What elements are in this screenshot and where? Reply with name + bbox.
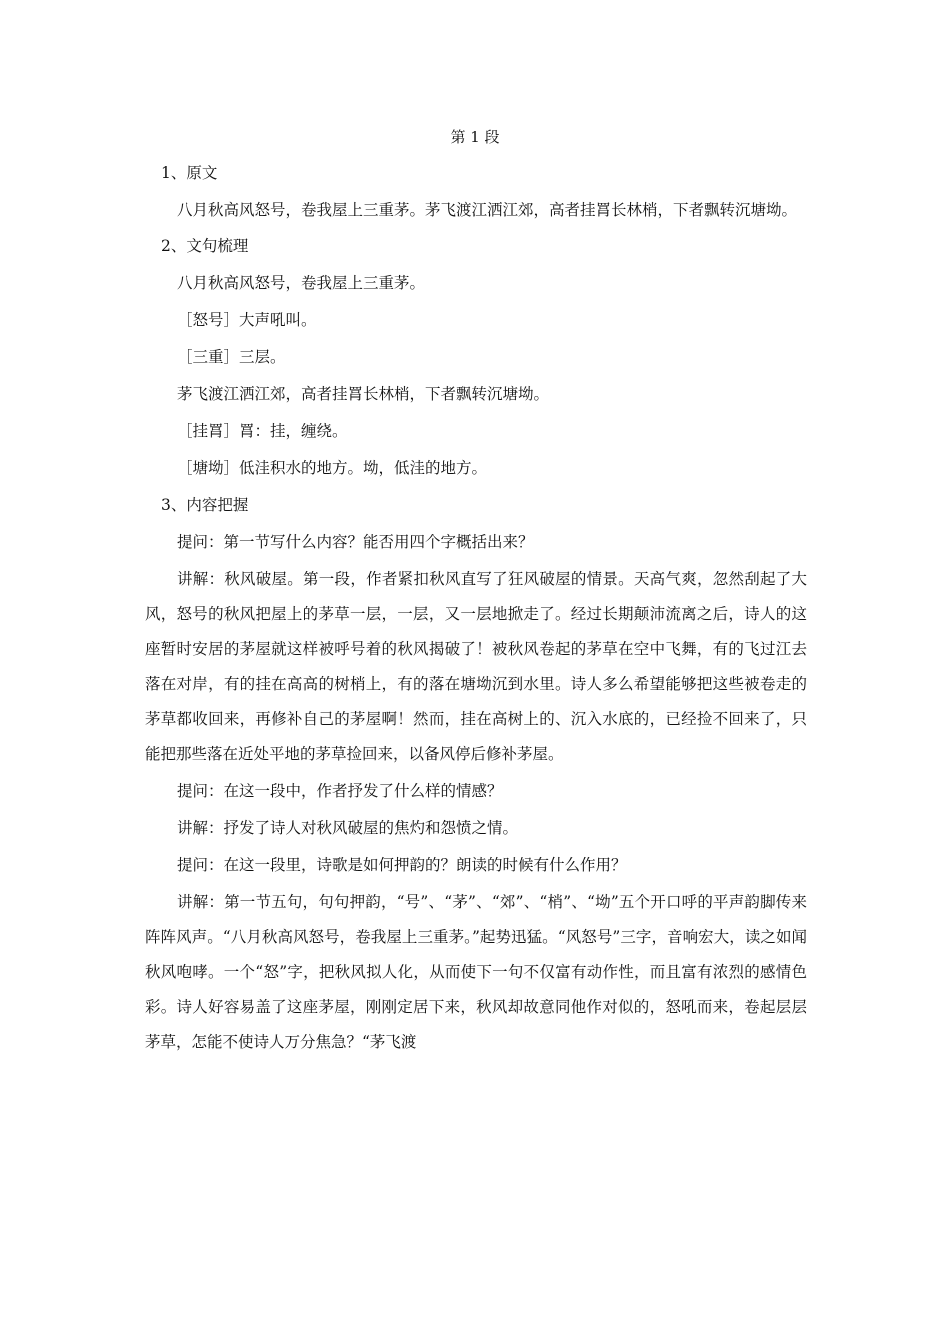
original-text-paragraph: 八月秋高风怒号，卷我屋上三重茅。茅飞渡江洒江郊，高者挂罥长林梢，下者飘转沉塘坳。: [177, 201, 798, 219]
verse-line-2: 茅飞渡江洒江郊，高者挂罥长林梢，下者飘转沉塘坳。: [177, 385, 550, 403]
annotation-nuhao: ［怒号］大声吼叫。: [177, 311, 317, 329]
question-2: 提问：在这一段中，作者抒发了什么样的情感？: [177, 782, 503, 800]
answer-3: 讲解：第一节五句，句句押韵，“号”、“茅”、“郊”、“梢”、“坳”五个开口呼的平声韵脚传来阵阵风声。“八月秋高风怒号，卷我屋上三重茅。”起势迅猛。“风怒号”三字，音响宏大，读之如闻秋风咆哮。一个“怒”字，把秋风拟人化，从而使下一句不仅富有动作性，而且富有浓烈的感情色彩。诗人好容易盖了这座茅屋，刚刚定居下来，秋风却故意同他作对似的，怒吼而来，卷起层层茅草，怎能不使诗人万分焦急？“茅飞渡: [145, 893, 807, 1051]
question-3: 提问：在这一段里，诗歌是如何押韵的？朗读的时候有什么作用？: [177, 856, 627, 874]
annotation-sanchong: ［三重］三层。: [177, 348, 286, 366]
answer-2: 讲解：抒发了诗人对秋风破屋的焦灼和怨愤之情。: [177, 819, 519, 837]
section-heading-content: 3、内容把握: [161, 496, 249, 514]
section-heading-original: 1、原文: [161, 164, 218, 182]
verse-line-1: 八月秋高风怒号，卷我屋上三重茅。: [177, 274, 426, 292]
annotation-tangao: ［塘坳］低洼积水的地方。坳，低洼的地方。: [177, 459, 488, 477]
annotation-guajuan: ［挂罥］罥：挂，缠绕。: [177, 422, 348, 440]
document-body: [145, 162, 807, 1068]
answer-1: 讲解：秋风破屋。第一段，作者紧扣秋风直写了狂风破屋的情景。天高气爽，忽然刮起了大风，怒号的秋风把屋上的茅草一层，一层，又一层地掀走了。经过长期颠沛流离之后，诗人的这座暂时安居的茅屋就这样被呼号着的秋风揭破了！被秋风卷起的茅草在空中飞舞，有的飞过江去落在对岸，有的挂在高高的树梢上，有的落在塘坳沉到水里。诗人多么希望能够把这些被卷走的茅草都收回来，再修补自己的茅屋啊！然而，挂在高树上的、沉入水底的，已经捡不回来了，只能把那些落在近处平地的茅草捡回来，以备风停后修补茅屋。: [145, 570, 807, 763]
question-1: 提问：第一节写什么内容？能否用四个字概括出来？: [177, 533, 534, 551]
section-heading-sentence-analysis: 2、文句梳理: [161, 237, 249, 255]
page-title: 第 1 段: [450, 128, 500, 146]
